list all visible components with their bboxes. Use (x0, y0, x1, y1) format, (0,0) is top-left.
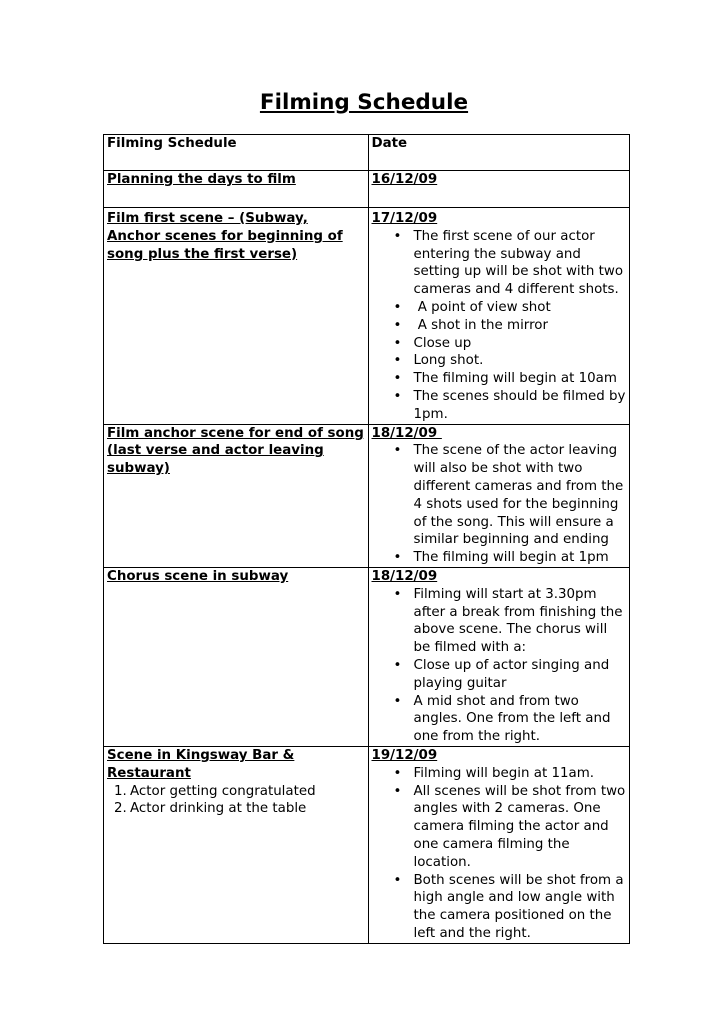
row-date: 16/12/09 (368, 171, 630, 208)
list-item: • A mid shot and from two angles. One from the left and one from the right. (414, 693, 627, 746)
list-item: • The first scene of our actor entering the subway and setting up will be shot with two cameras and 4 different shots. (414, 228, 627, 299)
table-row (104, 424, 630, 567)
table-row (104, 746, 630, 943)
list-item: • A point of view shot (414, 299, 627, 317)
header-date: Date (368, 135, 630, 171)
row-task: Chorus scene in subway (107, 568, 289, 584)
list-item: • Close up of actor singing and playing guitar (414, 657, 627, 693)
bullet-list (372, 228, 627, 424)
list-item: • Both scenes will be shot from a high angle and low angle with the camera positioned on the left and the right. (414, 872, 627, 943)
list-item: • The filming will begin at 1pm (414, 549, 627, 567)
list-item: • Long shot. (414, 352, 627, 370)
row-task: Film anchor scene for end of song (last verse and actor leaving subway) (107, 425, 364, 477)
schedule-table (103, 134, 630, 944)
row-task-cell (104, 746, 369, 943)
row-date-cell (368, 746, 630, 943)
row-task: Film first scene – (Subway, Anchor scenes for beginning of song plus the first verse) (107, 211, 343, 262)
list-item: • The filming will begin at 10am (414, 370, 627, 388)
list-item: Actor getting congratulated (130, 783, 316, 799)
table-row (104, 171, 630, 208)
list-item: • A shot in the mirror (414, 317, 627, 335)
row-task: Planning the days to film (104, 171, 369, 208)
row-task: Scene in Kingsway Bar & Restaurant (107, 747, 295, 781)
row-task-cell (104, 208, 369, 425)
list-item: • Filming will begin at 11am. (414, 765, 627, 783)
list-item: • Filming will start at 3.30pm after a break from finishing the above scene. The chorus will be filmed with a: (414, 586, 627, 657)
row-date-cell (368, 567, 630, 746)
row-task-cell (104, 567, 369, 746)
table-header-row (104, 135, 630, 171)
header-task: Filming Schedule (104, 135, 369, 171)
row-date: 19/12/09 (371, 747, 438, 763)
table-row (104, 208, 630, 425)
row-date-cell (368, 208, 630, 425)
row-date: 18/12/09 (371, 425, 442, 441)
row-date-cell (368, 424, 630, 567)
list-item: Actor drinking at the table (130, 801, 307, 817)
list-item: • Close up (414, 335, 627, 353)
list-item: • The scenes should be filmed by 1pm. (414, 388, 627, 424)
bullet-list (372, 765, 627, 943)
row-date: 17/12/09 (371, 211, 438, 226)
bullet-list (372, 442, 627, 567)
row-date: 18/12/09 (371, 568, 438, 584)
table-row (104, 567, 630, 746)
numbered-list (107, 783, 365, 819)
row-task-cell (104, 424, 369, 567)
page-title: Filming Schedule (259, 90, 469, 115)
list-item: • All scenes will be shot from two angles with 2 cameras. One camera filming the actor and one camera filming the location. (414, 783, 627, 872)
list-item: • The scene of the actor leaving will also be shot with two different cameras and from the 4 shots used for the beginning of the song. This will ensure a similar beginning and ending (414, 442, 627, 549)
bullet-list (372, 586, 627, 746)
